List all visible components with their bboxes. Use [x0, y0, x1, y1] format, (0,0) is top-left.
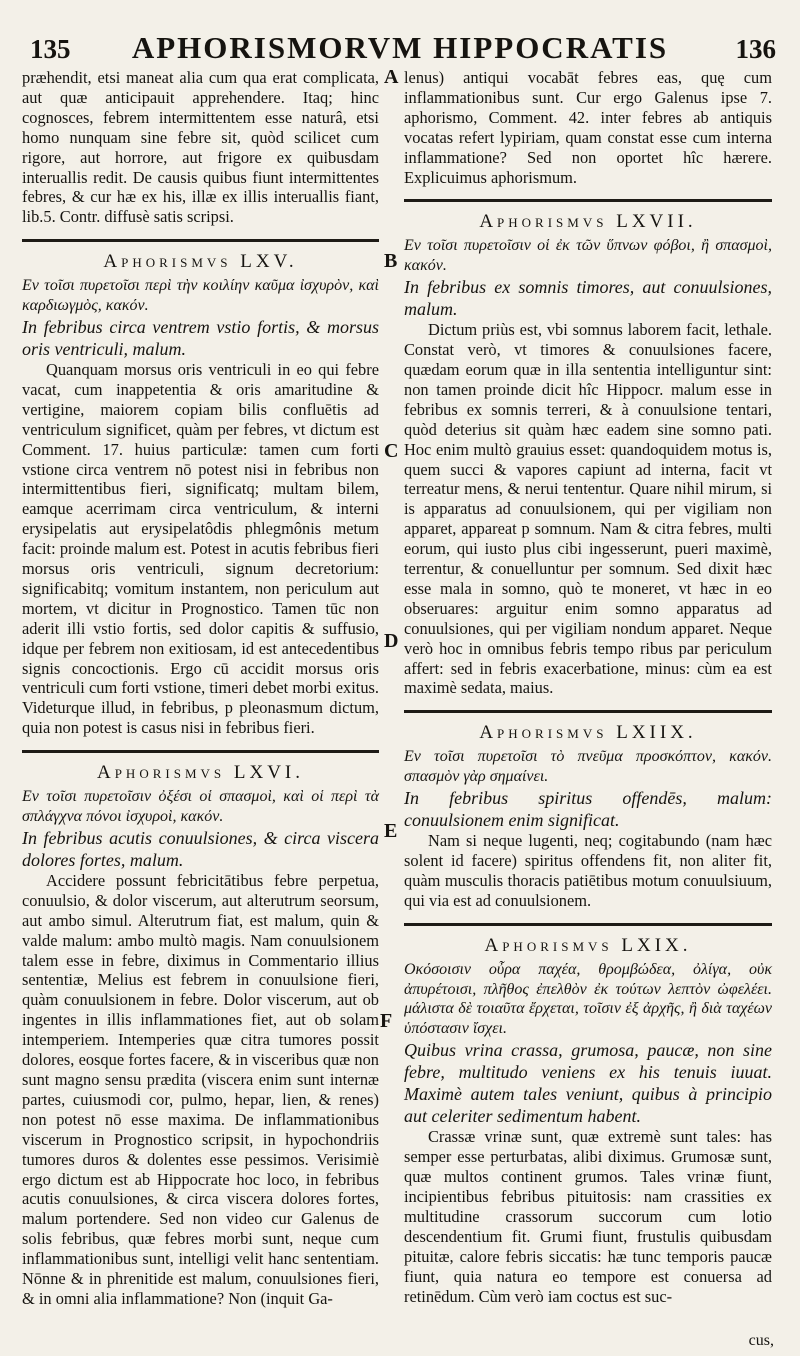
aphorism-67-title: Aphorismvs LXVII.	[479, 211, 697, 233]
aphorism-68-latin: In febribus spiritus offendēs, malum: conuulsionem enim significat.	[404, 788, 772, 831]
aphorism-69-latin: Quibus vrina crassa, grumosa, paucæ, non sine febre, multitudo veniens ex his tenuis iuuat. Maximè autem tales veniunt, quibus à principio aut celeriter sedimentum habent.	[404, 1040, 772, 1127]
aphorism-69-greek: Οκόσοισιν οὖρα παχέα, θρομβώδεα, ὀλίγα, οὐκ ἀπυρέτοισι, πλῆθος ἐπελθὸν ἐκ τούτων λεπτὸν ὠφελέει. μάλιστα δὲ τοιαῦτα ἔρχεται, τοῖσιν ἐξ ἀρχῆς, ἢ διὰ ταχέων ὑπόστασιν ἴσχει.	[404, 960, 772, 1038]
margin-letter-b: B	[384, 250, 398, 272]
margin-letter-a: A	[384, 66, 399, 88]
aphorism-66-greek: Εν τοῖσι πυρετοῖσιν ὀξέσι οἱ σπασμοὶ, καὶ οἱ περὶ τὰ σπλάγχνα πόνοι ἰσχυροὶ, κακόν.	[22, 788, 379, 825]
aphorism-65-latin: In febribus circa ventrem vstio fortis, & morsus oris ventriculi, malum.	[22, 316, 379, 359]
aphorism-66-latin: In febribus acutis conuulsiones, & circa viscera dolores fortes, malum.	[22, 827, 379, 870]
aphorism-67-commentary: Dictum priùs est, vbi somnus laborem facit, lethale. Constat verò, vt timores & conuulsiones facere, quædam eorum quæ in illa sententia intelliguntur sint: non tamen proinde dicit hîc Hippocr. malum esse in febribus ex somnis terreri, & à conuulsione tentari, quòd deterius sit quàm hæc eadem sine somno pati. Hoc enim multò grauius esset: quandoquidem motus is, quem succi & vapores capiunt ad interna, facit vt terreatur mens, & nerui tententur. Quare nihil mirum, si is apparatus ad conuulsionem, qui per vigiliam non apparet, appareat p somnum. Nam & citra febres, multi eorum, qui iusto plus cibi ingesserunt, pueri maximè, terrentur, & conuelluntur per somnum. Sed dixit hæc esse mala in somno, quò te moneret, vt hæc in eo obseruares: arguitur enim somno apparatus ad conuulsiones, qui per vigiliam nondum apparet. Neque verò hoc in omnibus febris tempo ribus par periculum affert: sed in febris exacerbatione, minus: cùm ea est maximè sedata, maius.	[404, 320, 772, 698]
right-column	[404, 68, 772, 1306]
aphorism-65-commentary: Quanquam morsus oris ventriculi in eo qui febre vacat, cum inappetentia & oris amaritudine & vertigine, maiorem copiam bilis confluētis ad ventriculum significet, quàm per febres, vt dictum est Comment. 17. huius particulæ: tamen cum forti vstione circa ventrem nō potest nisi in febribus non intermittentibus fieri, significatq; multam bilem, eamque acerrimam circa ventriculum, & interni erysipelatis aut erysipelatôdis phlegmônis metum facit: proinde malum est. Potest in acutis febribus fieri morsus oris ventriculi, signum decretorium: significabitq; vomitum instantem, non periculum aut mortem, vt dicitur in Prognostico. Tamen tūc non aderit illi vstio fortis, sed dolor capitis & suffusio, idque per febrem non exitiosam, id est antecedentibus signis concoctionis. Ergo cū accidit morsus oris ventriculi cum forti vstione, timeri debet morbi exitus. Videturque illud, in febribus, p pleonasmum dictum, quia non potest is casus nisi in febribus fieri.	[22, 359, 379, 738]
aphorism-68-greek: Εν τοῖσι πυρετοῖσι τὸ πνεῦμα προσκόπτον, κακόν. σπασμὸν γὰρ σημαίνει.	[404, 748, 772, 786]
section-rule	[22, 239, 379, 242]
margin-letter-e: E	[384, 820, 398, 842]
left-column	[22, 68, 379, 1309]
aphorism-69-title: Aphorismvs LXIX.	[484, 934, 692, 956]
right-intro: lenus) antiqui vocabāt febres eas, quę cum inflammationibus sunt. Cur ergo Galenus ipse 7. aphorismo, Comment. 42. inter febres ab antiquis vocatas refert lypiriam, quam constat esse cum interna inflammatione? Sed non oportet hîc hærere. Explicuimus aphorismum.	[404, 68, 772, 187]
catchword: cus,	[748, 1332, 774, 1349]
section-rule	[404, 199, 772, 202]
running-head: APHORISMORVM HIPPOCRATIS	[131, 30, 669, 65]
aphorism-66-commentary: Accidere possunt febricitātibus febre perpetua, conuulsio, & dolor viscerum, aut alterutrum seorsum, aut ambo simul. Alterutrum fiat, est malum, quin & valde malum: ambo multò magis. Nam conuulsionem talem esse in febre, diximus in Commentario illius sententiæ, Melius est febrem in conuulsione fieri, quàm conuulsionem in febre. Dolor viscerum, aut ob ingentes in illis inflammationes fiet, aut ob solam intemperiem. Intemperies quæ citra tumores possit dolores, eosque fortes facere, & in visceribus quæ non sunt magno sensu prædita (viscera enim sunt internæ partes, cuiusmodi cor, pulmo, hepar, lien, & renes) non potest nō esse maxima. De inflammationibus viscerum in Prognostico scripsit, in hypochondriis tumores duros & dolentes esse pessimos. Verisimiè ergo dictum est ab Hippocrate hoc loco, in febribus acutis conuulsiones, & circa viscera dolores fortes, malum portendere. Sed non video cur Galenus de solis febribus, quæ febres morbi sunt, neque cum inflammationibus sunt, intelligi velit hanc sententiam. Nōnne & in phrenitide est malum, conuulsiones fieri, & in omni alia inflammatione? Non (inquit Ga-	[22, 870, 379, 1308]
page-number-left: 135	[30, 34, 71, 64]
aphorism-67-latin: In febribus ex somnis timores, aut conuulsiones, malum.	[404, 277, 772, 320]
margin-letter-f: F	[380, 1010, 393, 1032]
left-intro: præhendit, etsi maneat alia cum qua erat complicata, aut quæ anticipauit apprehendere. Itaq; hinc cognosces, febrem intermittentem esse naturâ, etsi homo nunquam sine febre sit, quòd scilicet cum rigore, aut horrore, aut frigore ex quibusdam interuallis redit. De causis quibus fiunt intermittentes febres, & cur hæ ex his, illæ ex illis interuallis fiant, lib.5. Contr. diffusè satis scripsi.	[22, 68, 379, 227]
aphorism-69-commentary: Crassæ vrinæ sunt, quæ extremè sunt tales: has semper esse perturbatas, alibi diximus. Grumosæ sunt, quæ multos continent grumos. Tales vrinæ fiunt, incipientibus febribus pituitosis: nam crassities ex multitudine crassorum succorum cum lotio descendentium fit. Grumi fiunt, frustulis quibusdam pituitæ, calore febris siccatis: hæ tunc temporis paucæ fiunt, quia natura eo tempore est conuersa ad retinēdum. Cùm verò iam coctus est suc-	[404, 1127, 772, 1306]
section-rule	[404, 923, 772, 926]
section-rule	[404, 710, 772, 713]
aphorism-68-title: Aphorismvs LXIIX.	[479, 722, 697, 744]
aphorism-65-greek: Εν τοῖσι πυρετοῖσι περὶ τὴν κοιλίην καῦμα ἰσχυρὸν, καὶ καρδιωγμὸς, κακόν.	[22, 277, 379, 315]
section-rule	[22, 750, 379, 753]
margin-letter-d: D	[384, 630, 399, 652]
aphorism-66-title: Aphorismvs LXVI.	[96, 762, 304, 784]
aphorism-68-commentary: Nam si neque lugenti, neq; cogitabundo (nam hæc solent id facere) spiritus offendens fit, non aliter fit, quàm musculis thoracis patiētibus motum conuulsiuum, qui via est ad conuulsionem.	[404, 831, 772, 910]
page-number-right: 136	[735, 34, 776, 64]
aphorism-65-title: Aphorismvs LXV.	[103, 251, 298, 273]
aphorism-67-greek: Εν τοῖσι πυρετοῖσιν οἱ ἐκ τῶν ὕπνων φόβοι, ἢ σπασμοὶ, κακόν.	[404, 237, 772, 275]
margin-letter-c: C	[384, 440, 399, 462]
